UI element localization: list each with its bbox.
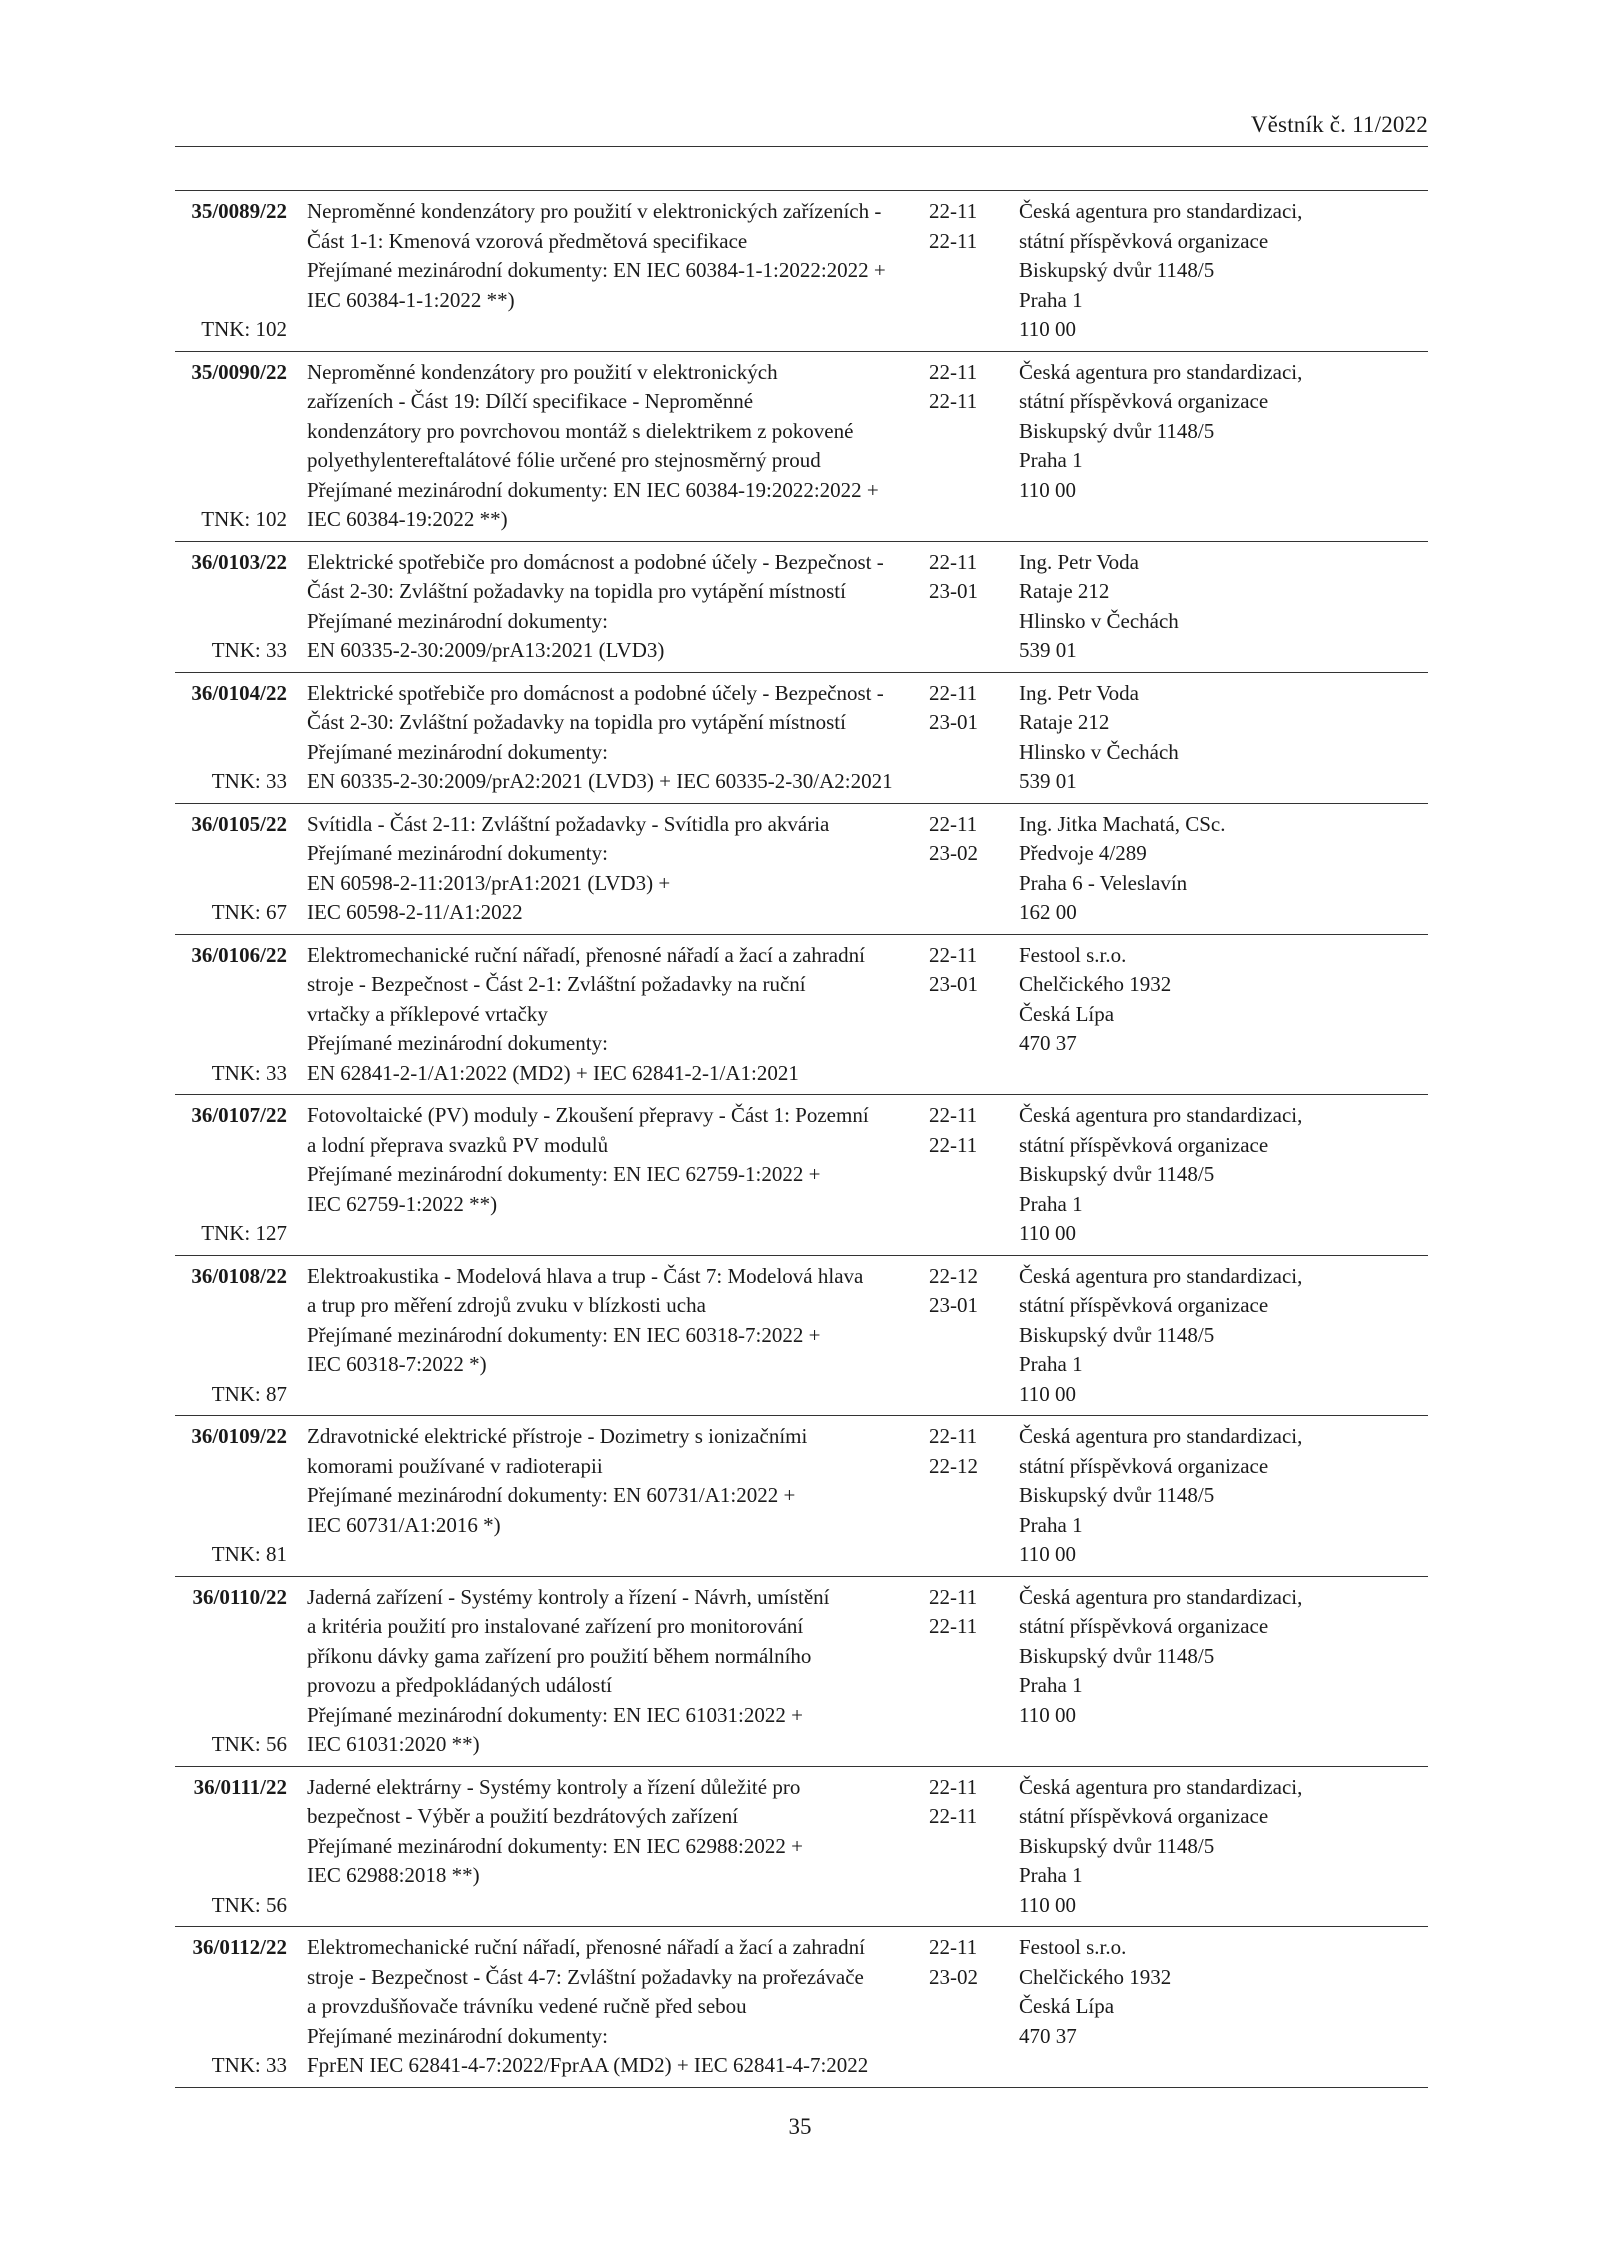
page-number: 35 xyxy=(788,2114,812,2139)
entry-date: 22-11 xyxy=(929,1132,978,1157)
entry-tnk: TNK: 67 xyxy=(211,900,287,924)
entry-title-line: Část 2-30: Zvláštní požadavky na topidla pro vytápění místností xyxy=(307,579,846,603)
entry-id: 36/0103/22 xyxy=(191,549,287,574)
entry-address-line: Česká Lípa xyxy=(1019,1001,1115,1026)
table-row xyxy=(175,1927,1428,2088)
entry-address xyxy=(1011,1262,1428,1410)
entry-address-line: státní příspěvková organizace xyxy=(1019,1293,1269,1317)
entry-address-line: Předvoje 4/289 xyxy=(1019,841,1147,865)
table-row xyxy=(175,804,1428,935)
entry-date: 22-11 xyxy=(929,1614,978,1638)
entry-address-line: Česká agentura pro standardizaci, xyxy=(1019,1774,1303,1799)
entry-address xyxy=(1011,548,1428,666)
entry-tnk: TNK: 33 xyxy=(211,638,287,662)
table-row xyxy=(175,1767,1428,1928)
standards-table xyxy=(175,190,1428,2088)
entry-address-line: Hlinsko v Čechách xyxy=(1019,739,1179,764)
entry-title xyxy=(305,1422,927,1570)
entry-date: 22-11 xyxy=(929,228,978,253)
entry-id: 36/0107/22 xyxy=(191,1103,287,1127)
entry-tnk: TNK: 56 xyxy=(211,1892,287,1917)
table-row xyxy=(175,542,1428,673)
entry-address-line: Biskupský dvůr 1148/5 xyxy=(1019,258,1215,282)
entry-title-line: Zdravotnické elektrické přístroje - Dozimetry s ionizačními xyxy=(307,1424,808,1448)
entry-title-line: kondenzátory pro povrchovou montáž s dielektrikem z pokovené xyxy=(307,418,854,443)
entry-date: 22-11 xyxy=(929,1774,978,1799)
entry-address-line: Biskupský dvůr 1148/5 xyxy=(1019,1162,1215,1186)
entry-date: 22-11 xyxy=(929,1584,978,1609)
entry-title xyxy=(305,1262,927,1410)
entry-address xyxy=(1011,1583,1428,1760)
entry-title-line: komorami používané v radioterapii xyxy=(307,1453,603,1478)
entry-date: 22-12 xyxy=(929,1453,978,1478)
table-row xyxy=(175,935,1428,1096)
entry-address-line: Česká agentura pro standardizaci, xyxy=(1019,1424,1303,1448)
entry-tnk: TNK: 127 xyxy=(201,1221,287,1245)
entry-address xyxy=(1011,679,1428,797)
entry-address-line: Praha 1 xyxy=(1019,1863,1083,1887)
entry-address-line: státní příspěvková organizace xyxy=(1019,1804,1269,1828)
entry-address-line: Biskupský dvůr 1148/5 xyxy=(1019,1322,1215,1347)
entry-dates xyxy=(927,358,1011,535)
entry-address-line: 539 01 xyxy=(1019,769,1077,793)
entry-title-line: FprEN IEC 62841-4-7:2022/FprAA (MD2) + IEC 62841-4-7:2022 xyxy=(307,2053,869,2077)
entry-id: 36/0105/22 xyxy=(191,811,287,836)
entry-title-line: Přejímané mezinárodní dokumenty: xyxy=(307,2023,608,2048)
entry-address-line: 470 37 xyxy=(1019,1031,1077,1055)
entry-title-line: Neproměnné kondenzátory pro použití v elektronických zařízeních - xyxy=(307,199,882,223)
entry-address xyxy=(1011,810,1428,928)
entry-id-column xyxy=(175,1583,305,1760)
entry-title-line: Fotovoltaické (PV) moduly - Zkoušení přepravy - Část 1: Pozemní xyxy=(307,1103,869,1127)
entry-title xyxy=(305,548,927,666)
entry-title xyxy=(305,197,927,345)
entry-id-column xyxy=(175,941,305,1089)
entry-id-column xyxy=(175,197,305,345)
entry-date: 22-11 xyxy=(929,1103,978,1127)
entry-address-line: 110 00 xyxy=(1019,1892,1076,1917)
entry-address-line: Biskupský dvůr 1148/5 xyxy=(1019,418,1215,443)
entry-title-line: Svítidla - Část 2-11: Zvláštní požadavky - Svítidla pro akvária xyxy=(307,811,830,836)
entry-date: 23-02 xyxy=(929,841,978,865)
entry-address-line: Chelčického 1932 xyxy=(1019,1964,1172,1989)
entry-address-line: Česká agentura pro standardizaci, xyxy=(1019,1584,1303,1609)
entry-tnk: TNK: 87 xyxy=(211,1381,287,1406)
entry-address-line: Česká agentura pro standardizaci, xyxy=(1019,1263,1303,1288)
entry-title-line: IEC 62988:2018 **) xyxy=(307,1863,480,1887)
entry-address-line: Praha 1 xyxy=(1019,1352,1083,1376)
entry-title-line: Elektrické spotřebiče pro domácnost a podobné účely - Bezpečnost - xyxy=(307,549,884,574)
entry-title-line: příkonu dávky gama zařízení pro použití během normálního xyxy=(307,1643,812,1668)
entry-address-line: 110 00 xyxy=(1019,1221,1076,1245)
entry-date: 22-11 xyxy=(929,359,978,384)
entry-id-column xyxy=(175,1422,305,1570)
entry-title-line: IEC 62759-1:2022 **) xyxy=(307,1191,498,1216)
entry-title-line: vrtačky a příklepové vrtačky xyxy=(307,1001,548,1026)
entry-date: 22-11 xyxy=(929,680,978,705)
entry-dates xyxy=(927,1101,1011,1249)
entry-date: 22-11 xyxy=(929,1424,978,1448)
entry-title-line: Část 2-30: Zvláštní požadavky na topidla pro vytápění místností xyxy=(307,710,846,734)
entry-address-line: 110 00 xyxy=(1019,1542,1076,1566)
entry-dates xyxy=(927,548,1011,666)
entry-id: 36/0112/22 xyxy=(192,1935,287,1959)
entry-dates xyxy=(927,1583,1011,1760)
entry-id-column xyxy=(175,1101,305,1249)
entry-title-line: Část 1-1: Kmenová vzorová předmětová specifikace xyxy=(307,228,748,253)
entry-address-line: státní příspěvková organizace xyxy=(1019,389,1269,413)
entry-title-line: Přejímané mezinárodní dokumenty: EN IEC 60384-1-1:2022:2022 + xyxy=(307,258,886,282)
entry-title-line: IEC 60731/A1:2016 *) xyxy=(307,1512,501,1537)
entry-address-line: Praha 1 xyxy=(1019,287,1083,312)
entry-title-line: a kritéria použití pro instalované zařízení pro monitorování xyxy=(307,1614,804,1638)
entry-title-line: IEC 61031:2020 **) xyxy=(307,1732,480,1756)
entry-address-line: Česká agentura pro standardizaci, xyxy=(1019,359,1303,384)
entry-title-line: Elektromechanické ruční nářadí, přenosné nářadí a žací a zahradní xyxy=(307,942,865,967)
entry-dates xyxy=(927,1262,1011,1410)
entry-dates xyxy=(927,1933,1011,2081)
entry-title-line: Přejímané mezinárodní dokumenty: EN IEC 62759-1:2022 + xyxy=(307,1162,821,1186)
entry-id: 36/0110/22 xyxy=(192,1584,287,1609)
entry-address-line: Biskupský dvůr 1148/5 xyxy=(1019,1833,1215,1858)
entry-title xyxy=(305,810,927,928)
entry-title-line: a trup pro měření zdrojů zvuku v blízkosti ucha xyxy=(307,1293,706,1317)
entry-address-line: Praha 1 xyxy=(1019,1673,1083,1697)
entry-address-line: 539 01 xyxy=(1019,638,1077,662)
entry-title-line: Přejímané mezinárodní dokumenty: xyxy=(307,739,608,764)
entry-date: 22-11 xyxy=(929,1804,978,1828)
entry-tnk: TNK: 33 xyxy=(211,1060,287,1085)
entry-title-line: Přejímané mezinárodní dokumenty: xyxy=(307,841,608,865)
entry-address-line: 110 00 xyxy=(1019,477,1076,502)
table-row xyxy=(175,1416,1428,1577)
entry-address xyxy=(1011,1933,1428,2081)
table-row xyxy=(175,673,1428,804)
entry-address-line: státní příspěvková organizace xyxy=(1019,228,1269,253)
entry-id-column xyxy=(175,1933,305,2081)
entry-title-line: IEC 60384-1-1:2022 **) xyxy=(307,287,515,312)
table-row xyxy=(175,191,1428,352)
entry-title-line: Přejímané mezinárodní dokumenty: xyxy=(307,1031,608,1055)
entry-address-line: 110 00 xyxy=(1019,1702,1076,1727)
entry-title-line: bezpečnost - Výběr a použití bezdrátových zařízení xyxy=(307,1804,739,1828)
entry-tnk: TNK: 33 xyxy=(211,2053,287,2077)
entry-title-line: EN 62841-2-1/A1:2022 (MD2) + IEC 62841-2-1/A1:2021 xyxy=(307,1060,799,1085)
entry-title-line: Elektromechanické ruční nářadí, přenosné nářadí a žací a zahradní xyxy=(307,1935,865,1959)
entry-tnk: TNK: 102 xyxy=(201,317,287,341)
table-row xyxy=(175,352,1428,542)
entry-address-line: Praha 1 xyxy=(1019,1512,1083,1537)
entry-address-line: Festool s.r.o. xyxy=(1019,1935,1127,1959)
entry-address-line: 162 00 xyxy=(1019,900,1077,924)
entry-address-line: Česká agentura pro standardizaci, xyxy=(1019,199,1303,223)
entry-title-line: Přejímané mezinárodní dokumenty: EN 60731/A1:2022 + xyxy=(307,1483,796,1507)
entry-date: 22-12 xyxy=(929,1263,978,1288)
entry-address-line: 470 37 xyxy=(1019,2023,1077,2048)
entry-address-line: Rataje 212 xyxy=(1019,579,1110,603)
page-header-title: Věstník č. 11/2022 xyxy=(1250,112,1428,137)
entry-date: 23-02 xyxy=(929,1964,978,1989)
entry-id: 35/0089/22 xyxy=(191,199,287,223)
entry-title-line: EN 60335-2-30:2009/prA2:2021 (LVD3) + IEC 60335-2-30/A2:2021 xyxy=(307,769,893,793)
entry-id-column xyxy=(175,1262,305,1410)
entry-dates xyxy=(927,197,1011,345)
entry-tnk: TNK: 56 xyxy=(211,1732,287,1756)
entry-title xyxy=(305,1583,927,1760)
entry-id-column xyxy=(175,548,305,666)
entry-address xyxy=(1011,1773,1428,1921)
entry-date: 23-01 xyxy=(929,972,978,996)
entry-title-line: EN 60598-2-11:2013/prA1:2021 (LVD3) + xyxy=(307,870,671,895)
entry-address-line: Ing. Petr Voda xyxy=(1019,549,1139,574)
table-row xyxy=(175,1095,1428,1256)
entry-id-column xyxy=(175,679,305,797)
entry-address xyxy=(1011,197,1428,345)
entry-date: 23-01 xyxy=(929,1293,978,1317)
entry-date: 23-01 xyxy=(929,710,978,734)
entry-address-line: Biskupský dvůr 1148/5 xyxy=(1019,1483,1215,1507)
entry-title-line: Elektroakustika - Modelová hlava a trup - Část 7: Modelová hlava xyxy=(307,1263,864,1288)
entry-tnk: TNK: 81 xyxy=(211,1542,287,1566)
entry-address-line: Praha 6 - Veleslavín xyxy=(1019,870,1188,895)
entry-dates xyxy=(927,941,1011,1089)
entry-dates xyxy=(927,679,1011,797)
entry-title-line: polyethylentereftalátové fólie určené pro stejnosměrný proud xyxy=(307,448,821,472)
entry-title-line: IEC 60318-7:2022 *) xyxy=(307,1352,487,1376)
entry-id: 35/0090/22 xyxy=(191,359,287,384)
table-row xyxy=(175,1577,1428,1767)
entry-title xyxy=(305,1933,927,2081)
entry-title-line: Přejímané mezinárodní dokumenty: EN IEC 61031:2022 + xyxy=(307,1702,803,1727)
entry-address-line: Česká agentura pro standardizaci, xyxy=(1019,1103,1303,1127)
entry-title-line: provozu a předpokládaných událostí xyxy=(307,1673,612,1697)
entry-title-line: Jaderná zařízení - Systémy kontroly a řízení - Návrh, umístění xyxy=(307,1584,830,1609)
entry-date: 22-11 xyxy=(929,389,978,413)
entry-date: 22-11 xyxy=(929,942,978,967)
entry-address-line: Česká Lípa xyxy=(1019,1994,1115,2018)
entry-title-line: Přejímané mezinárodní dokumenty: xyxy=(307,608,608,633)
entry-title xyxy=(305,941,927,1089)
entry-address-line: Ing. Jitka Machatá, CSc. xyxy=(1019,811,1226,836)
entry-date: 23-01 xyxy=(929,579,978,603)
entry-address-line: Rataje 212 xyxy=(1019,710,1110,734)
entry-title-line: a provzdušňovače trávníku vedené ručně před sebou xyxy=(307,1994,747,2018)
header-divider xyxy=(175,146,1428,147)
entry-id-column xyxy=(175,810,305,928)
entry-address-line: státní příspěvková organizace xyxy=(1019,1132,1269,1157)
entry-title-line: Přejímané mezinárodní dokumenty: EN IEC 60318-7:2022 + xyxy=(307,1322,821,1347)
entry-title xyxy=(305,1773,927,1921)
table-row xyxy=(175,1256,1428,1417)
entry-date: 22-11 xyxy=(929,199,978,223)
entry-title-line: stroje - Bezpečnost - Část 4-7: Zvláštní požadavky na prořezávače xyxy=(307,1964,864,1989)
entry-id-column xyxy=(175,1773,305,1921)
entry-address-line: státní příspěvková organizace xyxy=(1019,1453,1269,1478)
entry-title-line: a lodní přeprava svazků PV modulů xyxy=(307,1132,609,1157)
entry-title-line: stroje - Bezpečnost - Část 2-1: Zvláštní požadavky na ruční xyxy=(307,972,806,996)
entry-address-line: Biskupský dvůr 1148/5 xyxy=(1019,1643,1215,1668)
entry-id-column xyxy=(175,358,305,535)
entry-id: 36/0106/22 xyxy=(191,942,287,967)
entry-address-line: státní příspěvková organizace xyxy=(1019,1614,1269,1638)
entry-id: 36/0104/22 xyxy=(191,680,287,705)
entry-title-line: Přejímané mezinárodní dokumenty: EN IEC 60384-19:2022:2022 + xyxy=(307,477,879,502)
entry-address xyxy=(1011,358,1428,535)
entry-address-line: Ing. Petr Voda xyxy=(1019,680,1139,705)
entry-address xyxy=(1011,941,1428,1089)
entry-address-line: 110 00 xyxy=(1019,1381,1076,1406)
entry-dates xyxy=(927,1422,1011,1570)
entry-address xyxy=(1011,1101,1428,1249)
entry-address-line: Praha 1 xyxy=(1019,1191,1083,1216)
entry-address-line: 110 00 xyxy=(1019,317,1076,341)
entry-title-line: Jaderné elektrárny - Systémy kontroly a řízení důležité pro xyxy=(307,1774,801,1799)
entry-dates xyxy=(927,1773,1011,1921)
entry-address-line: Festool s.r.o. xyxy=(1019,942,1127,967)
entry-title xyxy=(305,679,927,797)
entry-title-line: EN 60335-2-30:2009/prA13:2021 (LVD3) xyxy=(307,638,665,662)
entry-address-line: Hlinsko v Čechách xyxy=(1019,608,1179,633)
entry-address-line: Praha 1 xyxy=(1019,448,1083,472)
entry-date: 22-11 xyxy=(929,1935,978,1959)
entry-address xyxy=(1011,1422,1428,1570)
entry-id: 36/0111/22 xyxy=(193,1774,287,1799)
entry-title-line: Neproměnné kondenzátory pro použití v elektronických xyxy=(307,359,778,384)
entry-tnk: TNK: 102 xyxy=(201,507,287,531)
entry-address-line: Chelčického 1932 xyxy=(1019,972,1172,996)
entry-date: 22-11 xyxy=(929,811,978,836)
entry-id: 36/0109/22 xyxy=(191,1424,287,1448)
entry-date: 22-11 xyxy=(929,549,978,574)
entry-title-line: Elektrické spotřebiče pro domácnost a podobné účely - Bezpečnost - xyxy=(307,680,884,705)
entry-title-line: IEC 60598-2-11/A1:2022 xyxy=(307,900,523,924)
entry-dates xyxy=(927,810,1011,928)
entry-title xyxy=(305,358,927,535)
entry-title-line: IEC 60384-19:2022 **) xyxy=(307,507,508,531)
entry-title-line: zařízeních - Část 19: Dílčí specifikace - Neproměnné xyxy=(307,389,754,413)
entry-tnk: TNK: 33 xyxy=(211,769,287,793)
entry-title-line: Přejímané mezinárodní dokumenty: EN IEC 62988:2022 + xyxy=(307,1833,803,1858)
entry-id: 36/0108/22 xyxy=(191,1263,287,1288)
entry-title xyxy=(305,1101,927,1249)
